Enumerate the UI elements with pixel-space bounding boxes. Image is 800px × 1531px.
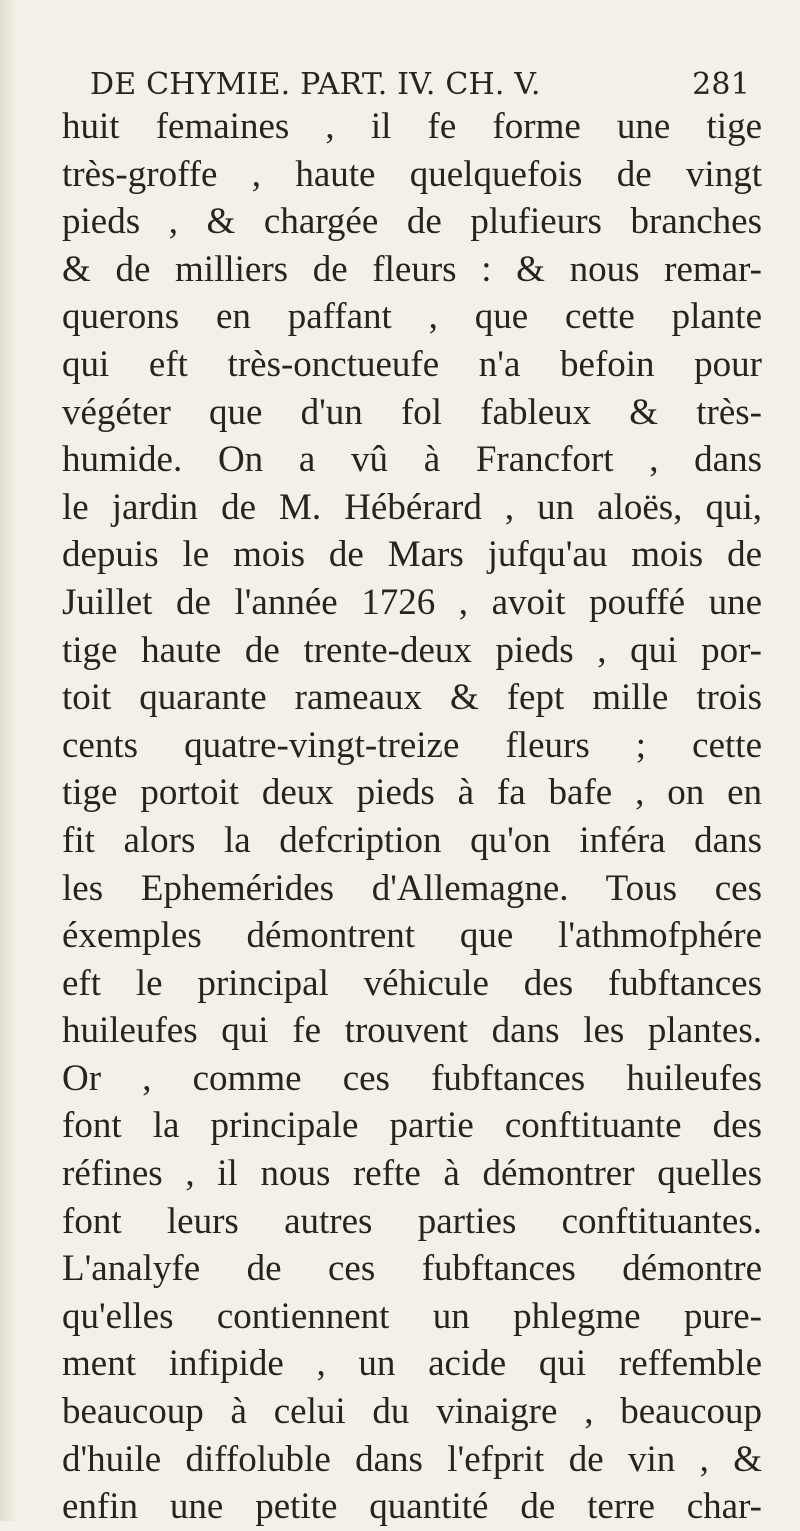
text-line: fit alors la defcription qu'on inféra dans xyxy=(62,819,762,861)
text-line: ment infipide , un acide qui reffemble xyxy=(62,1343,762,1385)
page-header xyxy=(90,66,750,104)
text-line: Or , comme ces fubftances huileufes xyxy=(62,1057,762,1099)
text-line: éxemples démontrent que l'athmofphére xyxy=(62,915,762,957)
text-line: d'huile diffoluble dans l'efprit de vin , & xyxy=(62,1438,762,1480)
text-line: depuis le mois de Mars jufqu'au mois de xyxy=(62,534,762,576)
text-line: tige portoit deux pieds à fa bafe , on en xyxy=(62,772,762,814)
text-line: tige haute de trente-deux pieds , qui por- xyxy=(62,629,762,671)
text-line: beaucoup à celui du vinaigre , beaucoup xyxy=(62,1391,762,1433)
text-line: toit quarante rameaux & fept mille trois xyxy=(62,677,762,719)
text-line: L'analyfe de ces fubftances démontre xyxy=(62,1248,762,1290)
text-line: pieds , & chargée de plufieurs branches xyxy=(62,201,762,243)
text-line: réfines , il nous refte à démontrer quelles xyxy=(62,1153,762,1195)
text-line: humide. On a vû à Francfort , dans xyxy=(62,439,762,481)
page-number: 281 xyxy=(692,67,750,102)
text-line: Juillet de l'année 1726 , avoit pouffé une xyxy=(62,581,762,623)
page-fold-shadow xyxy=(0,0,18,1521)
body-text xyxy=(62,103,762,1531)
text-line: eft le principal véhicule des fubftances xyxy=(62,962,762,1004)
text-line: huileufes qui fe trouvent dans les plantes. xyxy=(62,1010,762,1052)
text-line: qui eft très-onctueufe n'a befoin pour xyxy=(62,343,762,385)
text-line: les Ephemérides d'Allemagne. Tous ces xyxy=(62,867,762,909)
text-line: huit femaines , il fe forme une tige xyxy=(62,106,762,147)
text-line: cents quatre-vingt-treize fleurs ; cette xyxy=(62,724,762,766)
text-line: très-groffe , haute quelquefois de vingt xyxy=(62,153,762,195)
text-line: végéter que d'un fol fableux & très- xyxy=(62,391,762,433)
text-line: querons en paffant , que cette plante xyxy=(62,296,762,338)
text-line: enfin une petite quantité de terre char- xyxy=(62,1486,762,1528)
text-line: le jardin de M. Hébérard , un aloës, qui, xyxy=(62,486,762,528)
text-line: & de milliers de fleurs : & nous remar- xyxy=(62,248,762,290)
text-line: font la principale partie conftituante des xyxy=(62,1105,762,1147)
text-line: qu'elles contiennent un phlegme pure- xyxy=(62,1295,762,1337)
running-title: DE CHYMIE. PART. IV. CH. V. xyxy=(90,67,541,102)
text-line: font leurs autres parties conftituantes. xyxy=(62,1200,762,1242)
